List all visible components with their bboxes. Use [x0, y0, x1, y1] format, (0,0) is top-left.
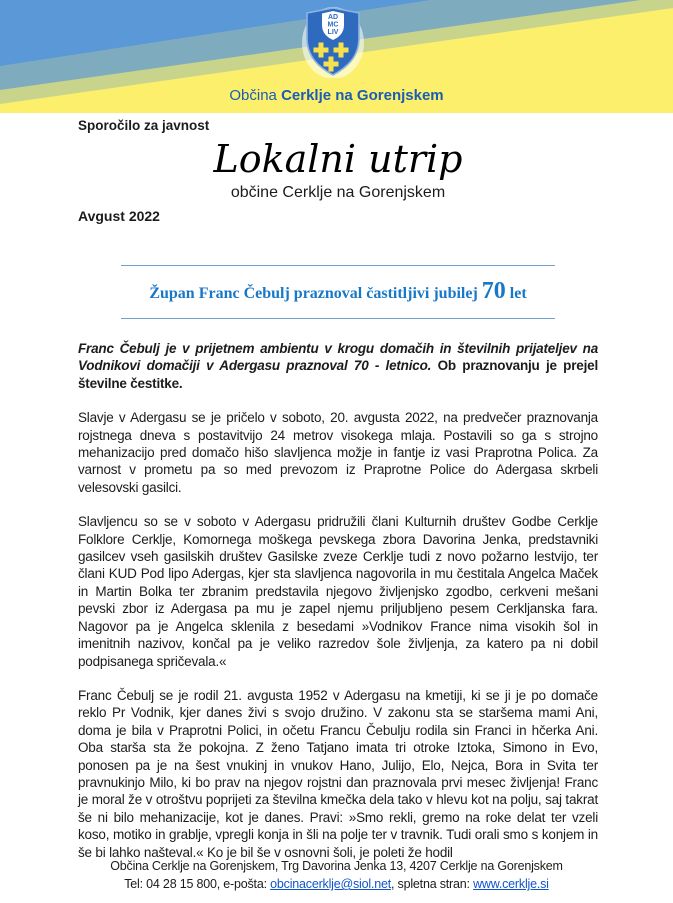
press-release-label: Sporočilo za javnost — [78, 118, 210, 133]
article-title-text: Župan Franc Čebulj praznoval častitljivi jubilej — [149, 285, 482, 302]
newsletter-subtitle: občine Cerklje na Gorenjskem — [230, 184, 446, 201]
article-lead — [78, 340, 598, 392]
issue-date: Avgust 2022 — [78, 208, 160, 224]
newsletter-title: Lokalni utrip — [213, 137, 463, 181]
footer-phone-text: Tel: 04 28 15 800, e-pošta: — [124, 877, 271, 891]
municipality-name — [0, 87, 673, 104]
article-title-suffix: let — [505, 285, 527, 302]
municipality-name-prefix: Občina — [229, 87, 277, 104]
article-title-number: 70 — [481, 278, 506, 304]
article-title-block — [121, 265, 555, 319]
footer-contact-line — [0, 875, 673, 893]
article-paragraph: Slavje v Adergasu se je pričelo v soboto, 20. avgusta 2022, na predvečer praznovanja rojstnega dneva s postavitvijo 24 metrov visokega mlaja. Postavili so ga s strojno mehanizacijo pred domačo hišo slavljenca možje in fantje iz vasi Praprotna Polica. Za varnost v prometu pa so med prevozom iz Praprotne Police do Adergasa skrbeli velesovski gasilci. — [78, 410, 598, 495]
crest-motto-line3: LIV — [327, 29, 339, 36]
municipality-banner — [0, 0, 673, 113]
footer-address-line: Občina Cerklje na Gorenjskem, Trg Davorina Jenka 13, 4207 Cerklje na Gorenjskem — [110, 859, 563, 873]
lead-italic-text: Franc Čebulj je v prijetnem ambientu v krogu domačih in številnih prijateljev na Vodnikovi domačiji v Adergasu praznoval 70 - letnico. — [78, 341, 598, 374]
page-footer — [0, 857, 673, 893]
crest-motto-line2: MC — [327, 21, 339, 29]
article-title — [121, 266, 555, 318]
article-paragraph: Slavljencu so se v soboto v Adergasu pridružili člani Kulturnih društev Godbe Cerklje Folklore Cerklje, Komornega moškega pevskega zbora Davorina Jenka, predstavniki gasilcev vseh gasilskih društev Gasilske zveze Cerklje tudi z novo požarno lestvijo, ter člani KUD Pod lipo Adergas, kjer sta slavljenca nagovorila in mu čestitala Angelca Maček in Martin Bolka ter zbranim predstavila njegovo življenjsko zgodbo, cerkveni mešani pevski zbor iz Adergasa pa mu je zapel njemu priljubljeno pesem Cerkljanska fara. Nagovor pa je Angelca sklenila z besedami »Vodnikov France nima visokih šol in imenitnih nazivov, končal pa je veliko razredov šole življenja, za katero pa ni dobil podpisanega spričevala.« — [78, 514, 598, 669]
article-paragraph: Franc Čebulj se je rodil 21. avgusta 1952 v Adergasu na kmetiji, ki se ji je po domače reklo Pr Vodnik, kjer danes živi s svojo družino. V zakonu sta se staršema mami Ani, doma je bila v Praprotni Polici, in očetu Francu Čebulju rodila sin Franci in hčerka Ani. Oba starša sta že pokojna. Z ženo Tatjano imata tri otroke Iztoka, Simono in Evo, ponosen pa je na šest vnukinj in vnukov Hano, Julijo, Elo, Nejca, Bora in Svita ter pravnukinjo Milo, ki bo prav na njegov rojstni dan praznovala prvi mesec življenja! Franc je moral že v otroštvu poprijeti za številna kmečka dela tako v hlevu kot na polju, saj takrat še ni bilo mehanizacije, kot je danes. Pravi: »Smo rekli, gremo na roke delat ter vzeli koso, motiko in grablje, vpregli konja in šli na polje ter v travnik. Tudi orali smo s konjem in še bi lahko našteval.« Ko je bil še v osnovni šoli, je poleti že hodil — [78, 687, 598, 860]
document-body — [78, 113, 598, 861]
coat-of-arms-icon — [302, 6, 364, 78]
crest-motto-line1: AD — [327, 14, 339, 21]
lead-bold-text: Ob praznovanju je prejel številne čestitke. — [78, 358, 598, 391]
footer-website-label: , spletna stran: — [391, 877, 474, 891]
email-link[interactable]: obcinacerklje@siol.net — [270, 877, 391, 891]
title-rule-bottom — [121, 318, 555, 319]
municipality-name-bold: Cerklje na Gorenjskem — [281, 87, 444, 104]
website-link[interactable]: www.cerklje.si — [473, 877, 549, 891]
